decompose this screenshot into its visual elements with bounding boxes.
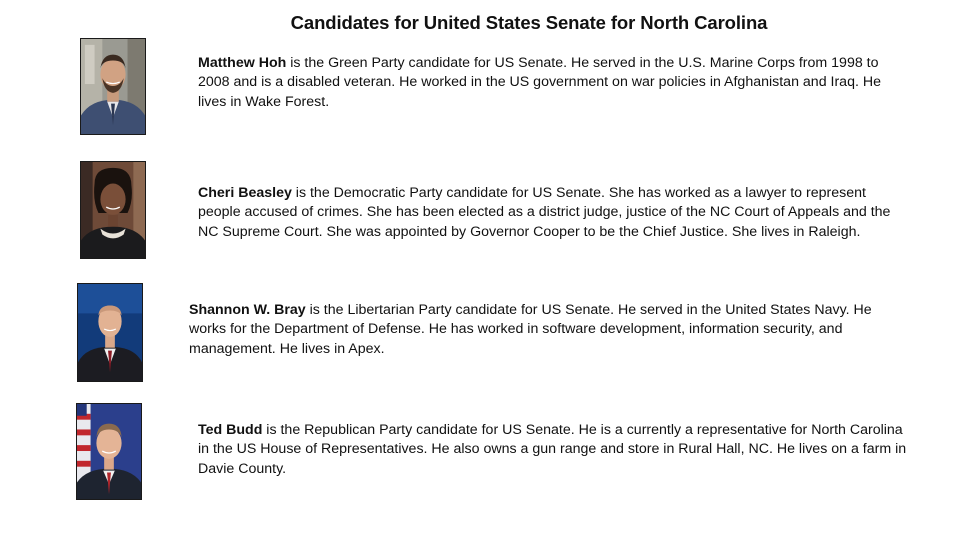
candidate-description: is the Libertarian Party candidate for US Senate. He served in the United States Navy. He works for the Department of Defense. He has worked in software development, information security, and management. He lives in Apex. <box>189 302 872 357</box>
candidate-name: Shannon W. Bray <box>189 302 306 318</box>
candidate-description: is the Democratic Party candidate for US Senate. She has worked as a lawyer to represent people accused of crimes. She has been elected as a district judge, justice of the NC Court of Appeals and the NC Supreme Court. She was appointed by Governor Cooper to be the Chief Justice. She lives in Raleigh. <box>198 185 891 240</box>
candidate-bio-budd <box>198 421 908 479</box>
candidate-description: is the Green Party candidate for US Senate. He served in the U.S. Marine Corps from 1998 to 2008 and is a disabled veteran. He worked in the US government on war policies in Afghanistan and Iraq. He lives in Wake Forest. <box>198 55 881 110</box>
candidate-photo-budd <box>76 403 142 500</box>
candidate-bio-beasley <box>198 184 898 242</box>
portrait-photo-icon <box>78 284 142 381</box>
candidate-photo-hoh <box>80 38 146 135</box>
candidate-photo-bray <box>77 283 143 382</box>
candidate-name: Cheri Beasley <box>198 185 292 201</box>
candidate-name: Ted Budd <box>198 422 263 438</box>
candidate-photo-beasley <box>80 161 146 259</box>
candidate-name: Matthew Hoh <box>198 55 287 71</box>
slide-title: Candidates for United States Senate for North Carolina <box>290 12 768 33</box>
candidate-bio-bray <box>189 301 904 359</box>
candidate-description: is the Republican Party candidate for US Senate. He is a currently a representative for North Carolina in the US House of Representatives. He also owns a gun range and store in Rural Hall, NC. He lives on a farm in Davie County. <box>198 422 907 477</box>
candidate-bio-hoh <box>198 54 910 112</box>
portrait-photo-icon <box>81 162 145 258</box>
portrait-photo-icon <box>77 404 141 499</box>
portrait-photo-icon <box>81 39 145 134</box>
